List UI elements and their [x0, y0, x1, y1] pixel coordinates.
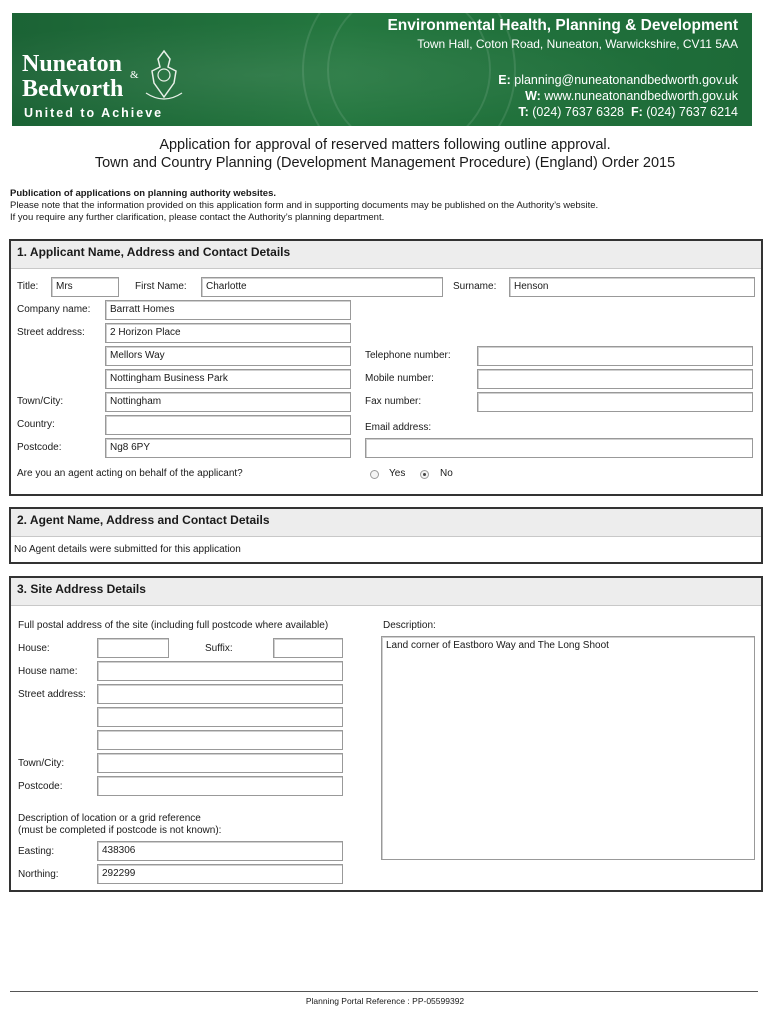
notice-text-line1: Please note that the information provided on this application form and in supporting documents may be published on the Authority’s website.	[10, 200, 599, 211]
agent-yes-radio[interactable]	[370, 470, 379, 479]
site-town-field[interactable]	[97, 753, 343, 773]
agent-question: Are you an agent acting on behalf of the applicant?	[17, 468, 243, 479]
section-agent-heading: 2. Agent Name, Address and Contact Details	[11, 509, 761, 537]
form-title-line2: Town and Country Planning (Development Management Procedure) (England) Order 2015	[94, 155, 676, 171]
description-field[interactable]: Land corner of Eastboro Way and The Long Shoot	[381, 636, 755, 860]
first-name-label: First Name:	[135, 281, 187, 292]
first-name-field[interactable]: Charlotte	[201, 277, 443, 297]
description-label: Description:	[383, 620, 436, 631]
agent-no-radio[interactable]	[420, 470, 429, 479]
site-address-intro: Full postal address of the site (including full postcode where available)	[18, 620, 329, 631]
street-address-label: Street address:	[17, 327, 85, 338]
town-city-label: Town/City:	[17, 396, 64, 407]
tel-prefix: T:	[518, 105, 529, 119]
house-label: House:	[18, 643, 50, 654]
surname-field[interactable]: Henson	[509, 277, 755, 297]
surname-label: Surname:	[453, 281, 497, 292]
contact-web-line	[525, 89, 738, 103]
house-name-field[interactable]	[97, 661, 343, 681]
company-name-label: Company name:	[17, 304, 91, 315]
contact-fax: (024) 7637 6214	[646, 105, 738, 119]
no-agent-note: No Agent details were submitted for this application	[14, 544, 241, 555]
section-site-address	[9, 576, 763, 892]
fax-prefix: F:	[630, 105, 643, 119]
section-applicant-heading: 1. Applicant Name, Address and Contact Details	[11, 241, 761, 269]
email-address-field[interactable]	[365, 438, 753, 458]
council-address: Town Hall, Coton Road, Nuneaton, Warwickshire, CV11 5AA	[417, 37, 738, 51]
title-label: Title:	[17, 281, 39, 292]
form-title-line1: Application for approval of reserved matters following outline approval.	[159, 137, 611, 153]
town-city-field[interactable]: Nottingham	[105, 392, 351, 412]
northing-field[interactable]: 292299	[97, 864, 343, 884]
easting-field[interactable]: 438306	[97, 841, 343, 861]
suffix-label: Suffix:	[205, 643, 233, 654]
council-name-line1: Nuneaton	[22, 51, 123, 77]
site-street-line3-field[interactable]	[97, 730, 343, 750]
street-address-line2-field[interactable]: Mellors Way	[105, 346, 351, 366]
agent-no-label: No	[440, 468, 453, 479]
telephone-label: Telephone number:	[365, 350, 451, 361]
house-name-label: House name:	[18, 666, 78, 677]
postcode-field[interactable]: Ng8 6PY	[105, 438, 351, 458]
council-tagline: United to Achieve	[24, 106, 164, 120]
council-name-ampersand: &	[130, 69, 139, 81]
email-prefix: E:	[498, 73, 511, 87]
agent-yes-label: Yes	[389, 468, 406, 479]
country-field[interactable]	[105, 415, 351, 435]
notice-text-line2: If you require any further clarification, please contact the Authority’s planning department.	[10, 212, 385, 223]
street-address-line1-field[interactable]: 2 Horizon Place	[105, 323, 351, 343]
grid-reference-note-line1: Description of location or a grid reference	[18, 813, 201, 824]
grid-reference-note-line2: (must be completed if postcode is not known):	[18, 825, 222, 836]
header-banner	[12, 13, 752, 126]
email-address-label: Email address:	[365, 422, 432, 433]
section-agent	[9, 507, 763, 564]
fax-number-label: Fax number:	[365, 396, 422, 407]
notice-heading: Publication of applications on planning authority websites.	[10, 188, 277, 199]
easting-label: Easting:	[18, 846, 55, 857]
site-street-label: Street address:	[18, 689, 86, 700]
section-applicant	[9, 239, 763, 496]
site-postcode-field[interactable]	[97, 776, 343, 796]
crest-logo-icon	[140, 49, 188, 105]
footer-divider	[10, 991, 758, 992]
telephone-field[interactable]	[477, 346, 753, 366]
contact-email-line	[498, 73, 738, 87]
contact-phone-line	[518, 105, 738, 119]
mobile-label: Mobile number:	[365, 373, 434, 384]
section-site-address-heading: 3. Site Address Details	[11, 578, 761, 606]
northing-label: Northing:	[18, 869, 59, 880]
contact-website: www.nuneatonandbedworth.gov.uk	[544, 89, 738, 103]
mobile-field[interactable]	[477, 369, 753, 389]
title-field[interactable]: Mrs	[51, 277, 119, 297]
contact-telephone: (024) 7637 6328	[532, 105, 624, 119]
site-town-label: Town/City:	[18, 758, 65, 769]
web-prefix: W:	[525, 89, 541, 103]
house-field[interactable]	[97, 638, 169, 658]
suffix-field[interactable]	[273, 638, 343, 658]
portal-reference: Planning Portal Reference : PP-05599392	[305, 996, 465, 1006]
postcode-label: Postcode:	[17, 442, 62, 453]
company-name-field[interactable]: Barratt Homes	[105, 300, 351, 320]
site-street-line2-field[interactable]	[97, 707, 343, 727]
council-name-line2: Bedworth	[22, 76, 124, 102]
site-postcode-label: Postcode:	[18, 781, 63, 792]
street-address-line3-field[interactable]: Nottingham Business Park	[105, 369, 351, 389]
site-street-line1-field[interactable]	[97, 684, 343, 704]
department-name: Environmental Health, Planning & Development	[387, 17, 738, 34]
country-label: Country:	[17, 419, 55, 430]
contact-email: planning@nuneatonandbedworth.gov.uk	[514, 73, 738, 87]
fax-number-field[interactable]	[477, 392, 753, 412]
